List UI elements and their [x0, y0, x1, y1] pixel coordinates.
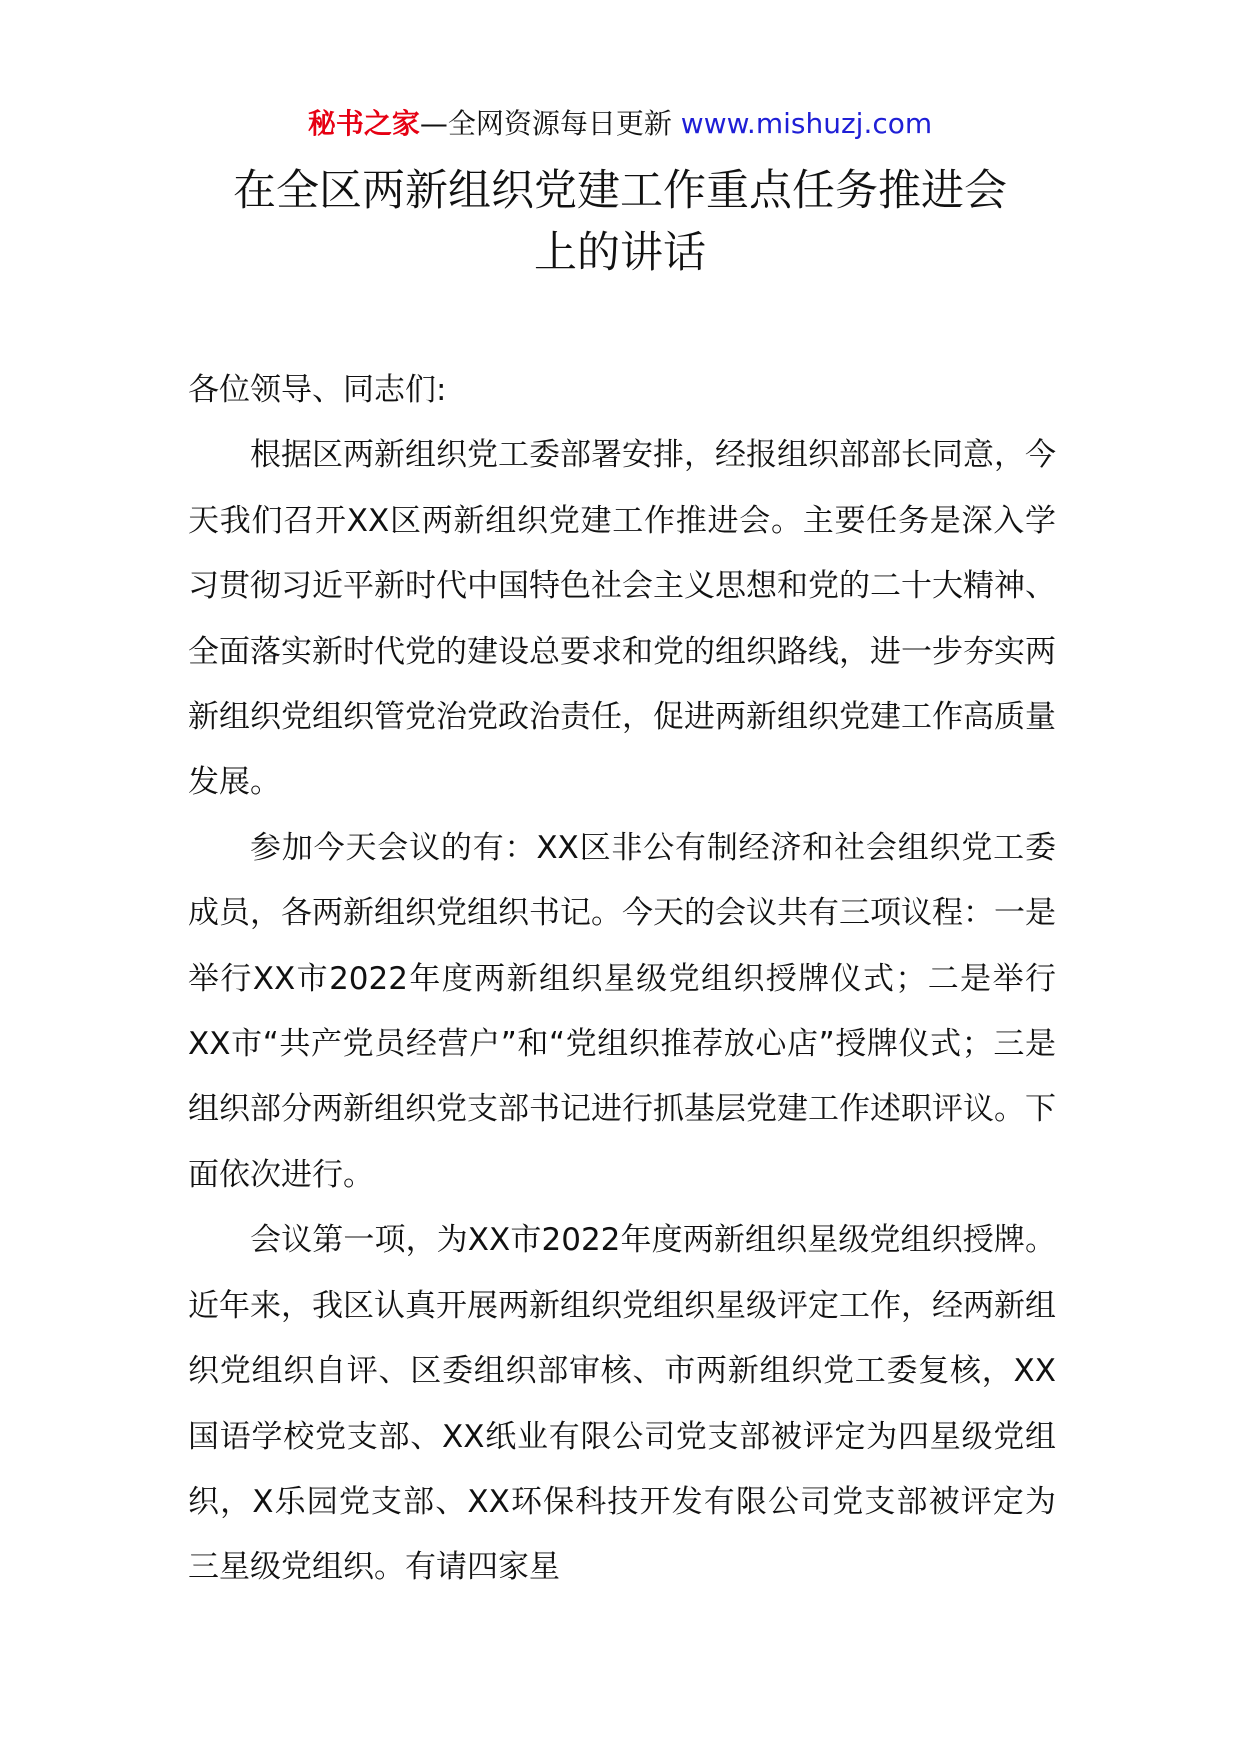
website-link[interactable]: www.mishuzj.com	[680, 107, 933, 140]
title-line-2: 上的讲话	[534, 228, 706, 278]
paragraph-intro: 根据区两新组织党工委部署安排，经报组织部部长同意，今天我们召开XX区两新组织党建工作推进会。主要任务是深入学习贯彻习近平新时代中国特色社会主义思想和党的二十大精神、全面落实新时代党的建设总要求和党的组织路线，进一步夯实两新组织党组织管党治党政治责任，促进两新组织党建工作高质量发展。	[188, 437, 1056, 801]
source-banner	[0, 102, 1240, 146]
title-line-1: 在全区两新组织党建工作重点任务推进会	[233, 166, 1007, 216]
paragraph-first-item: 会议第一项，为XX市2022年度两新组织星级党组织授牌。近年来，我区认真开展两新组织党组织星级评定工作，经两新组织党组织自评、区委组织部审核、市两新组织党工委复核，XX国语学校党支部、XX纸业有限公司党支部被评定为四星级党组织，X乐园党支部、XX环保科技开发有限公司党支部被评定为三星级党组织。有请四家星	[188, 1222, 1056, 1586]
document-title	[150, 160, 1090, 284]
document-body	[188, 358, 1056, 1601]
paragraph-agenda: 参加今天会议的有：XX区非公有制经济和社会组织党工委成员，各两新组织党组织书记。今天的会议共有三项议程：一是举行XX市2022年度两新组织星级党组织授牌仪式；二是举行XX市“共产党员经营户”和“党组织推荐放心店”授牌仪式；三是组织部分两新组织党支部书记进行抓基层党建工作述职评议。下面依次进行。	[188, 829, 1056, 1193]
banner-slogan: —全网资源每日更新	[419, 107, 672, 140]
brand-name: 秘书之家	[307, 107, 420, 140]
salutation: 各位领导、同志们:	[188, 372, 447, 408]
